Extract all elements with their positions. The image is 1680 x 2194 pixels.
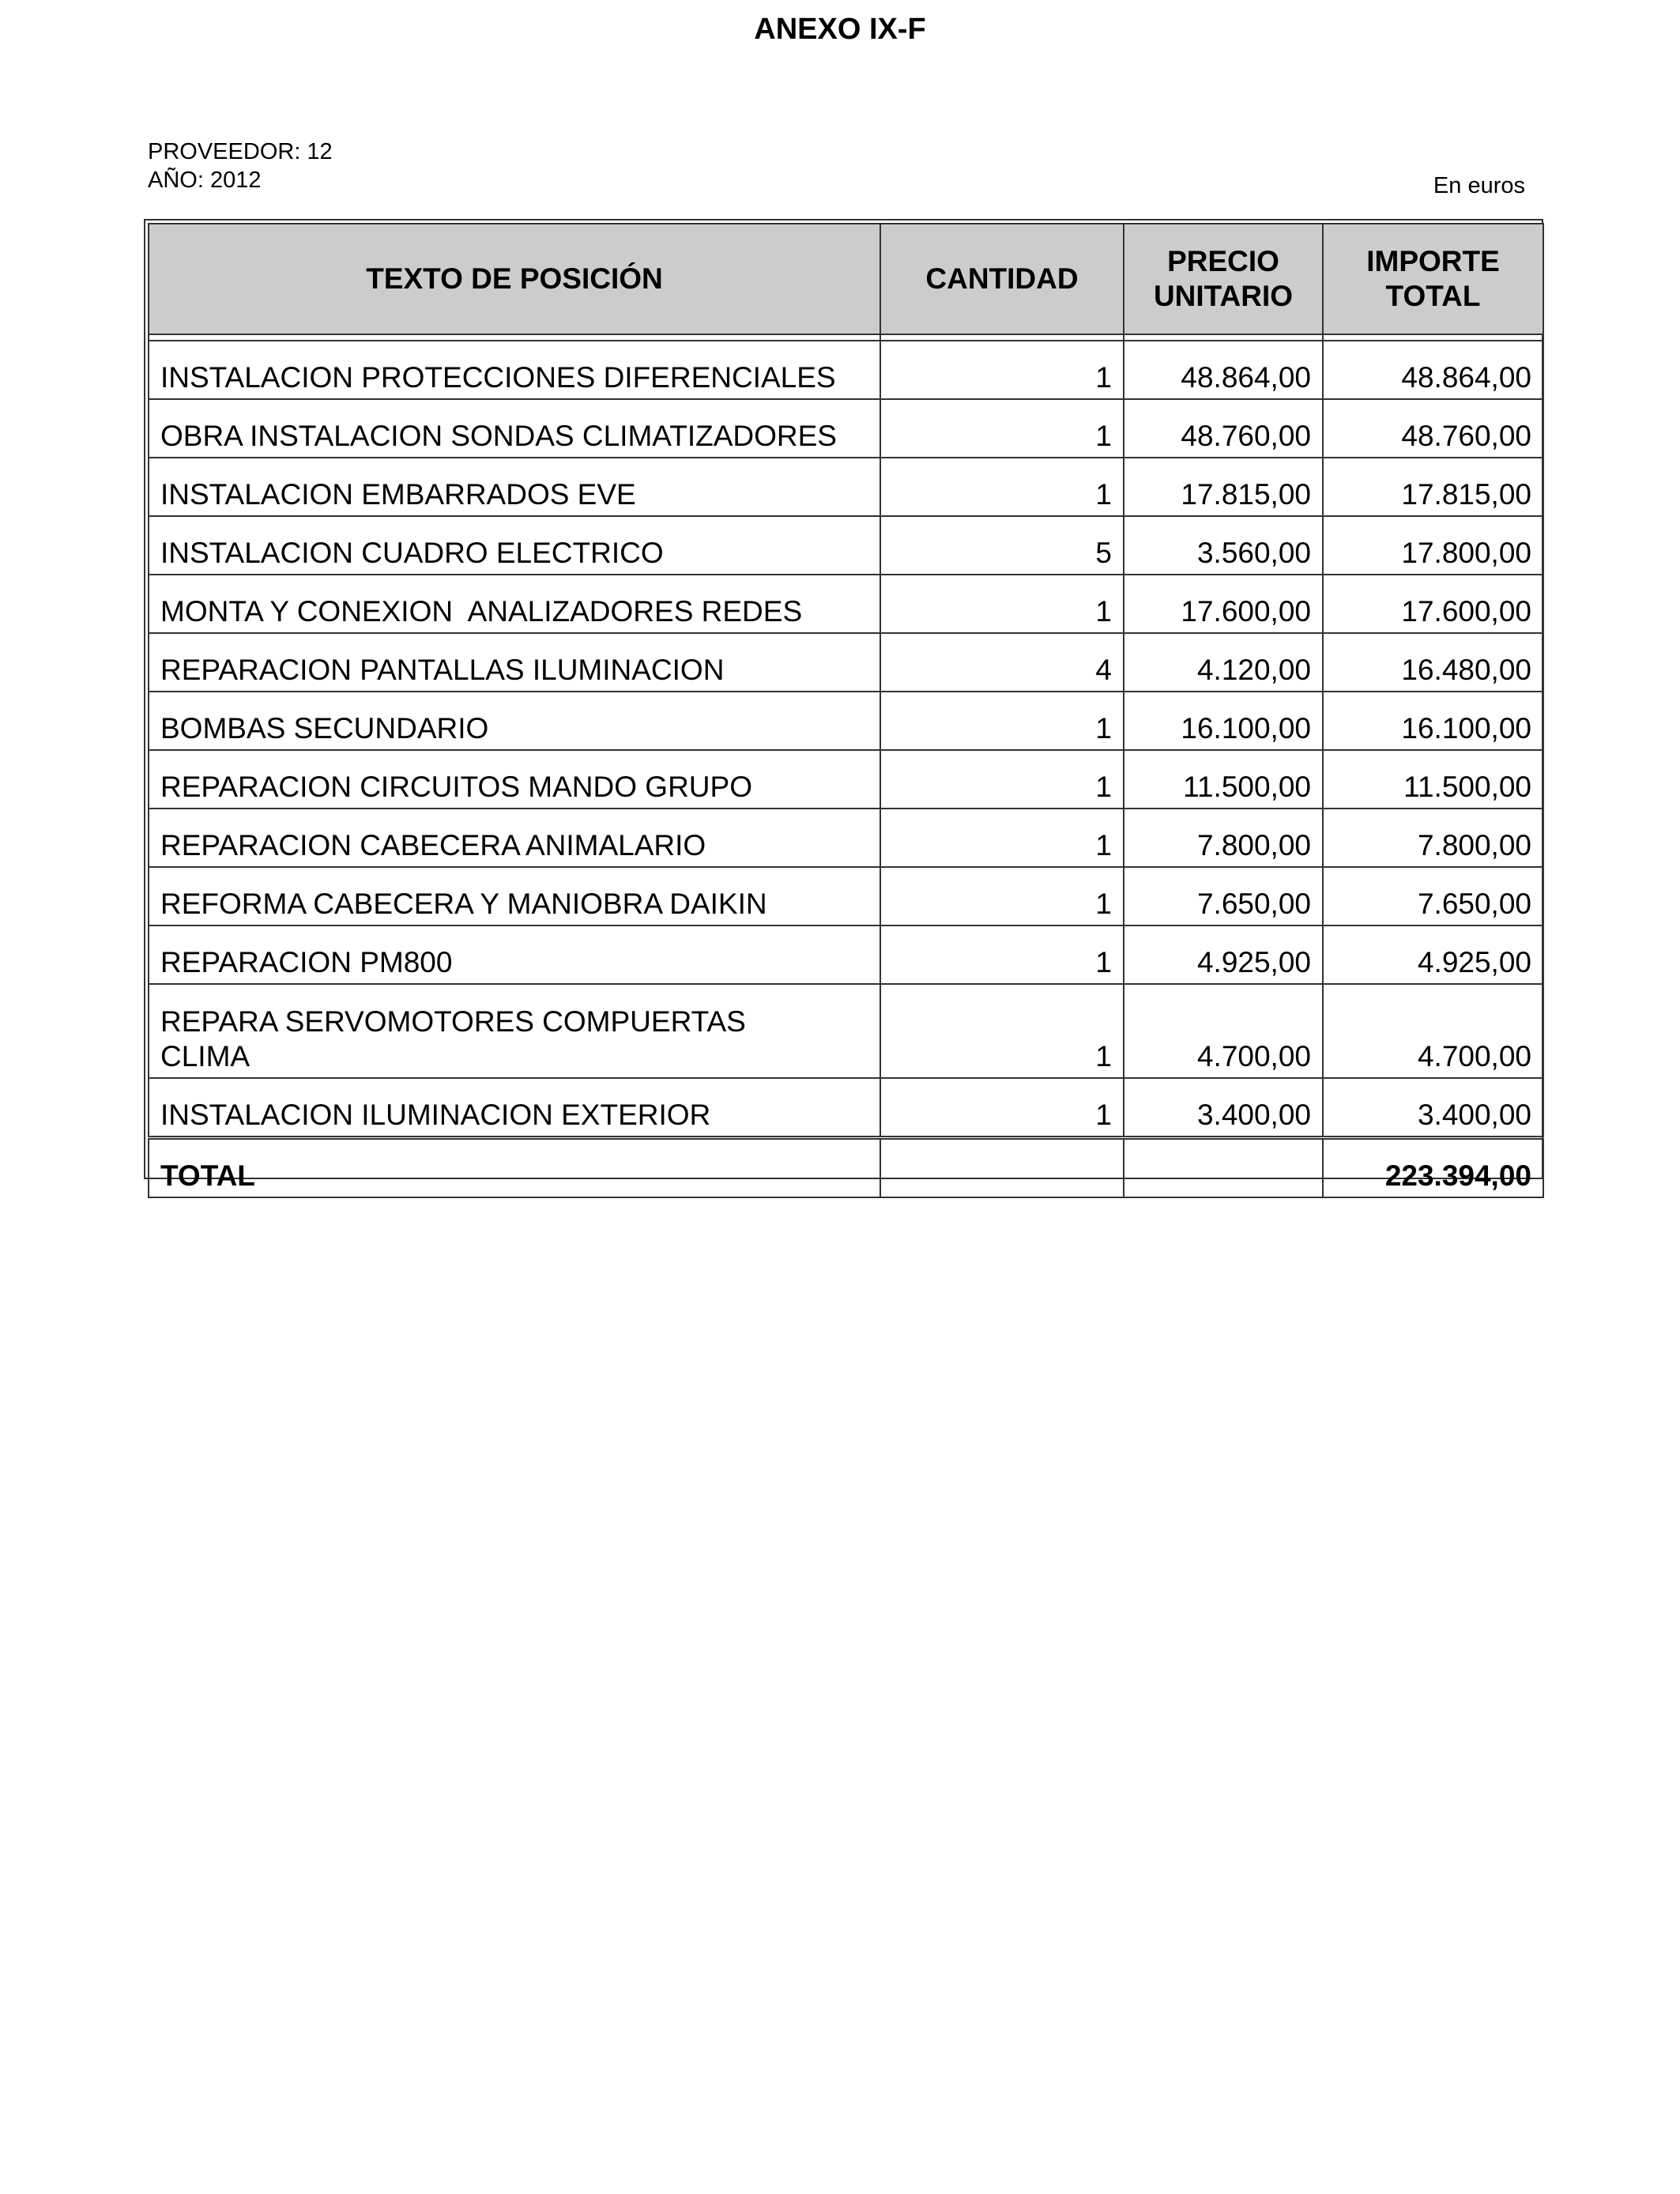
cell-precio: 4.120,00	[1124, 633, 1323, 692]
cell-importe: 4.925,00	[1323, 925, 1543, 984]
table-row	[149, 516, 1543, 575]
cell-precio: 17.600,00	[1124, 575, 1323, 633]
cell-importe: 11.500,00	[1323, 750, 1543, 809]
header-precio	[1124, 224, 1323, 334]
header-importe-line2: TOTAL	[1385, 280, 1481, 312]
page-title: ANEXO IX-F	[754, 13, 926, 46]
table-row	[149, 633, 1543, 692]
cell-cantidad: 1	[880, 399, 1124, 458]
table-row	[149, 867, 1543, 925]
header-precio-line2: UNITARIO	[1153, 280, 1294, 312]
cell-texto: MONTA Y CONEXION ANALIZADORES REDES	[149, 575, 880, 633]
currency-note: En euros	[1433, 173, 1525, 198]
cell-texto: REPARACION CABECERA ANIMALARIO	[149, 809, 880, 867]
cell-texto: INSTALACION ILUMINACION EXTERIOR	[149, 1078, 880, 1138]
header-importe-line1: IMPORTE	[1366, 245, 1500, 277]
cell-precio: 7.800,00	[1124, 809, 1323, 867]
header-texto: TEXTO DE POSICIÓN	[149, 224, 880, 334]
cell-cantidad: 1	[880, 458, 1124, 516]
cell-importe: 48.864,00	[1323, 341, 1543, 399]
cell-texto: OBRA INSTALACION SONDAS CLIMATIZADORES	[149, 399, 880, 458]
cell-importe: 16.480,00	[1323, 633, 1543, 692]
cell-precio: 3.400,00	[1124, 1078, 1323, 1138]
table-row	[149, 1078, 1543, 1138]
cell-importe: 4.700,00	[1323, 984, 1543, 1078]
cell-texto: INSTALACION CUADRO ELECTRICO	[149, 516, 880, 575]
table-row	[149, 341, 1543, 399]
cell-precio: 11.500,00	[1124, 750, 1323, 809]
cell-cantidad: 1	[880, 1078, 1124, 1138]
cell-importe: 7.650,00	[1323, 867, 1543, 925]
cell-cantidad: 1	[880, 575, 1124, 633]
table-header-row	[149, 224, 1543, 334]
cell-precio: 48.760,00	[1124, 399, 1323, 458]
total-cantidad-empty	[880, 1138, 1124, 1198]
total-precio-empty	[1124, 1138, 1323, 1198]
header-spacer-row	[149, 334, 1543, 341]
cell-precio: 3.560,00	[1124, 516, 1323, 575]
year-label: AÑO: 2012	[148, 168, 262, 193]
cell-texto: INSTALACION PROTECCIONES DIFERENCIALES	[149, 341, 880, 399]
cell-cantidad: 4	[880, 633, 1124, 692]
table-row	[149, 750, 1543, 809]
cell-cantidad: 1	[880, 925, 1124, 984]
table-row	[149, 809, 1543, 867]
cell-importe: 17.600,00	[1323, 575, 1543, 633]
table-total-row	[149, 1138, 1543, 1198]
cell-texto-line1: REPARA SERVOMOTORES COMPUERTAS	[160, 1005, 746, 1038]
cell-cantidad: 1	[880, 750, 1124, 809]
positions-table	[148, 223, 1544, 1198]
cell-importe: 48.760,00	[1323, 399, 1543, 458]
header-cantidad: CANTIDAD	[880, 224, 1124, 334]
cell-importe: 3.400,00	[1323, 1078, 1543, 1138]
cell-texto: REPARACION PANTALLAS ILUMINACION	[149, 633, 880, 692]
cell-cantidad: 1	[880, 984, 1124, 1078]
total-importe: 223.394,00	[1323, 1138, 1543, 1198]
table-row	[149, 925, 1543, 984]
positions-table-frame	[144, 219, 1543, 1192]
cell-cantidad: 1	[880, 341, 1124, 399]
cell-cantidad: 1	[880, 809, 1124, 867]
proveedor-label: PROVEEDOR: 12	[148, 139, 333, 164]
cell-cantidad: 1	[880, 692, 1124, 750]
cell-cantidad: 5	[880, 516, 1124, 575]
cell-importe: 17.815,00	[1323, 458, 1543, 516]
cell-texto	[149, 984, 880, 1078]
cell-precio: 48.864,00	[1124, 341, 1323, 399]
table-row	[149, 692, 1543, 750]
header-importe	[1323, 224, 1543, 334]
table-row	[149, 458, 1543, 516]
cell-texto: INSTALACION EMBARRADOS EVE	[149, 458, 880, 516]
total-label: TOTAL	[149, 1138, 880, 1198]
cell-precio: 17.815,00	[1124, 458, 1323, 516]
header-precio-line1: PRECIO	[1167, 245, 1279, 277]
cell-precio: 7.650,00	[1124, 867, 1323, 925]
cell-texto: REFORMA CABECERA Y MANIOBRA DAIKIN	[149, 867, 880, 925]
cell-precio: 4.925,00	[1124, 925, 1323, 984]
table-row	[149, 399, 1543, 458]
cell-texto-line2: CLIMA	[160, 1040, 250, 1072]
cell-texto: REPARACION CIRCUITOS MANDO GRUPO	[149, 750, 880, 809]
cell-texto: BOMBAS SECUNDARIO	[149, 692, 880, 750]
cell-importe: 7.800,00	[1323, 809, 1543, 867]
table-row	[149, 575, 1543, 633]
cell-precio: 16.100,00	[1124, 692, 1323, 750]
cell-importe: 16.100,00	[1323, 692, 1543, 750]
table-row	[149, 984, 1543, 1078]
cell-importe: 17.800,00	[1323, 516, 1543, 575]
cell-cantidad: 1	[880, 867, 1124, 925]
cell-texto: REPARACION PM800	[149, 925, 880, 984]
cell-precio: 4.700,00	[1124, 984, 1323, 1078]
